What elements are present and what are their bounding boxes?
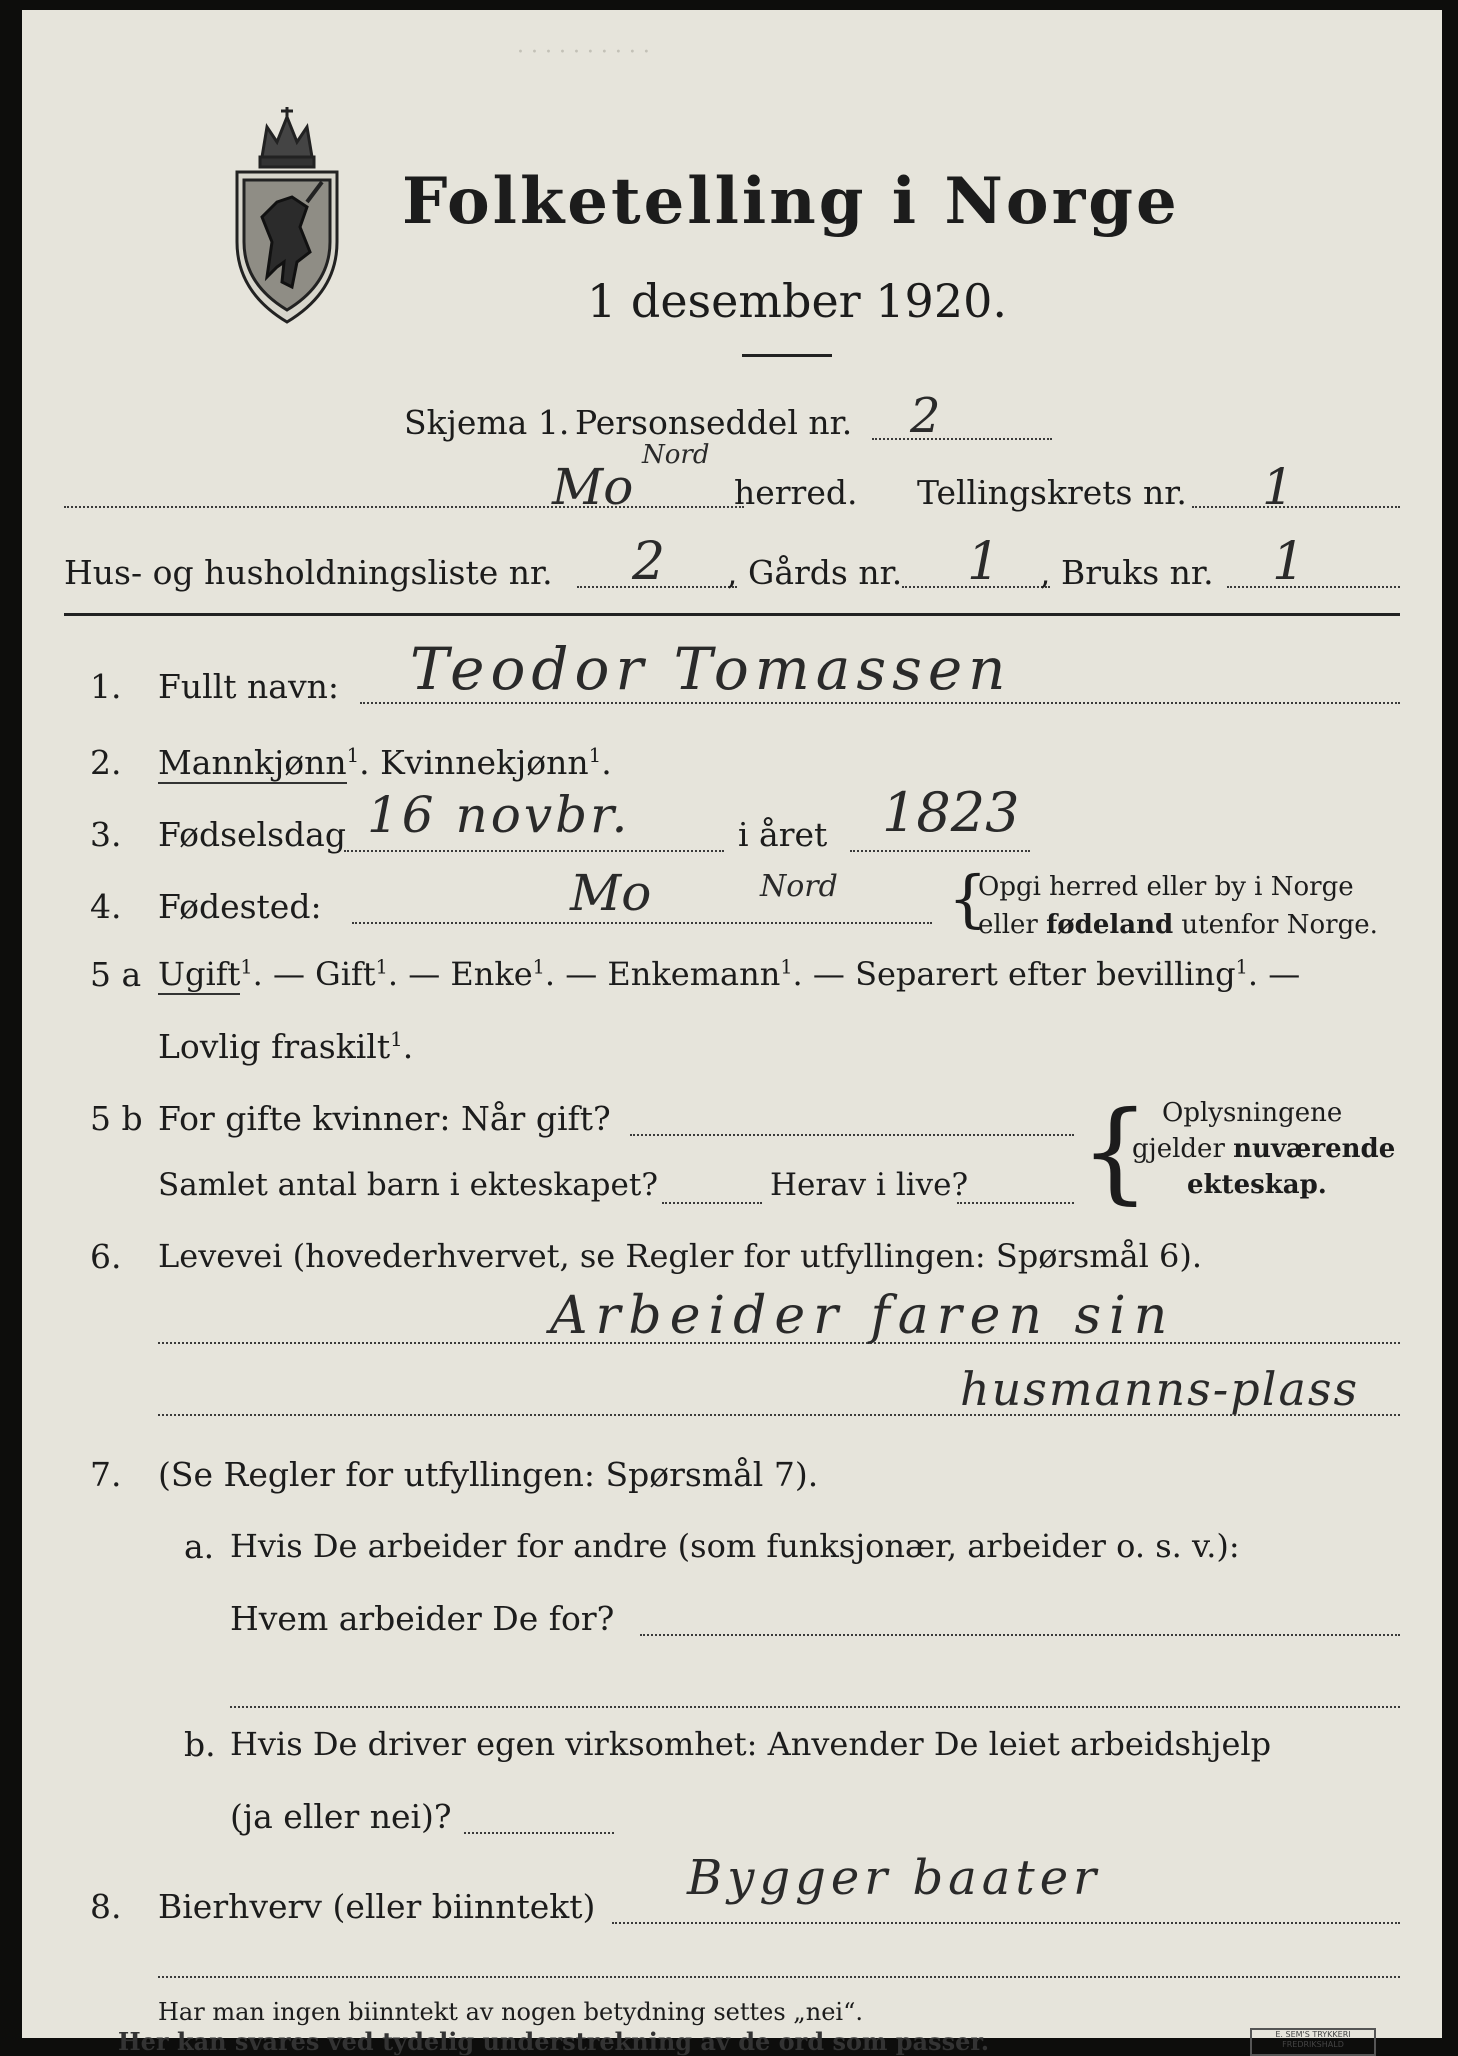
q6-value-line2: husmanns-plass [960,1362,1360,1416]
q1-label: Fullt navn: [158,667,339,706]
q5b-live-label: Herav i live? [770,1167,969,1203]
q7a-letter: a. [184,1527,215,1566]
hus-value: 2 [632,532,666,592]
tellingskrets-value: 1 [1262,458,1294,516]
census-form [22,10,1442,2056]
fraskilt-option: Lovlig fraskilt [158,1027,391,1066]
enkemann-option: Enkemann [607,955,781,993]
q4-number: 4. [90,887,122,926]
q3-day-value: 16 novbr. [367,786,631,844]
separert-option: Separert efter bevilling [855,955,1236,993]
q4-label: Fødested: [158,887,322,926]
female-option: Kvinnekjønn [380,743,589,782]
herred-annotation: Nord [642,440,710,470]
q1-value: Teodor Tomassen [410,635,1012,703]
q5a-options: Ugift$^1$. — Gift$^1$. — Enke$^1$. — Enkemann$^1$. — Separert efter bevilling$^1$. — [158,955,1301,993]
q5b-note-line1: Oplysningene [1162,1098,1343,1128]
personseddel-value: 2 [910,388,941,444]
bruks-label: , Bruks nr. [1040,553,1214,592]
q5b-note-line3: ekteskap. [1187,1170,1327,1200]
q3-year-label: i året [738,815,828,854]
title-divider [742,354,832,357]
q7a-line2 [230,1706,1400,1708]
footer-note: Har man ingen biinntekt av nogen betydning settes „nei“. [158,1998,863,2026]
bruks-line [1227,586,1400,588]
q5b-label: For gifte kvinner: Når gift? [158,1099,611,1138]
q3-label: Fødselsdag [158,815,346,854]
q7-number: 7. [90,1455,122,1494]
herred-line [64,506,744,508]
footnote: Her kan svares ved tydelig understrekning av de ord som passer. [118,2027,990,2056]
q1-number: 1. [90,667,122,706]
personseddel-label: Personseddel nr. [575,403,853,442]
q2-number: 2. [90,743,122,782]
q5b-barn-label: Samlet antal barn i ekteskapet? [158,1167,658,1203]
q7a-text: Hvis De arbeider for andre (som funksjonær, arbeider o. s. v.): [230,1527,1240,1565]
bruks-value: 1 [1272,532,1306,592]
q6-value-line1: Arbeider faren sin [550,1286,1176,1346]
q5b-number: 5 b [90,1099,143,1138]
herred-label: herred. [734,473,858,512]
q3-day-line [344,850,724,852]
q2-options: Mannkjønn$^1$. Kvinnekjønn$^1$. [158,743,612,782]
q7a-sub: Hvem arbeider De for? [230,1599,615,1638]
q4-value: Mo [570,864,652,922]
q7b-sub: (ja eller nei)? [230,1797,452,1836]
q8-number: 8. [90,1887,122,1926]
q7-label: (Se Regler for utfyllingen: Spørsmål 7). [158,1455,819,1494]
q5b-live-line [957,1202,1074,1204]
personseddel-line [872,438,1052,440]
q7b-text: Hvis De driver egen virksomhet: Anvender De leiet arbeidshjelp [230,1725,1272,1763]
gards-value: 1 [967,532,1001,592]
hus-label: Hus- og husholdningsliste nr. [64,553,553,592]
ugift-option: Ugift [158,955,241,993]
q3-year-line [850,850,1030,852]
bleed-through-text: · · · · · · · · · · [517,40,650,65]
q5a-number: 5 a [90,955,142,994]
q6-number: 6. [90,1237,122,1276]
q5a-line2: Lovlig fraskilt$^1$. [158,1027,414,1066]
q3-number: 3. [90,815,122,854]
q3-year-value: 1823 [882,781,1020,844]
q5b-bracket: { [1080,1087,1150,1215]
printer-stamp: E. SEM'S TRYKKERI FREDRIKSHALD [1250,2028,1376,2056]
q6-label: Levevei (hovederhvervet, se Regler for utfyllingen: Spørsmål 6). [158,1237,1203,1275]
q4-line [352,922,932,924]
q4-bracket: { [948,862,988,935]
q5b-gift-line [630,1134,1074,1136]
q4-note-line1: Opgi herred eller by i Norge [978,872,1354,902]
q5b-note-line2: gjelder nuværende [1132,1134,1396,1164]
q8-label: Bierhverv (eller biinntekt) [158,1887,596,1926]
coat-of-arms-icon [222,102,352,327]
gift-option: Gift [315,955,376,993]
herred-value: Mo [552,458,634,516]
q8-value: Bygger baater [687,1850,1102,1906]
q4-annotation: Nord [760,869,838,904]
census-date: 1 desember 1920. [587,274,1007,328]
q7b-letter: b. [184,1725,216,1764]
form-title: Folketelling i Norge [402,164,1180,239]
q5b-barn-line [662,1202,762,1204]
q8-line2 [158,1976,1400,1978]
gards-label: , Gårds nr. [727,553,903,592]
q7b-line [464,1832,614,1834]
section-divider [64,613,1400,616]
male-option: Mannkjønn [158,743,347,782]
schema-label: Skjema 1. [404,403,570,442]
q7a-line1 [640,1634,1400,1636]
q4-note-line2: eller fødeland utenfor Norge. [978,910,1378,940]
q8-line [612,1922,1400,1924]
tellingskrets-line [1192,506,1400,508]
enke-option: Enke [450,955,533,993]
tellingskrets-label: Tellingskrets nr. [917,473,1187,512]
